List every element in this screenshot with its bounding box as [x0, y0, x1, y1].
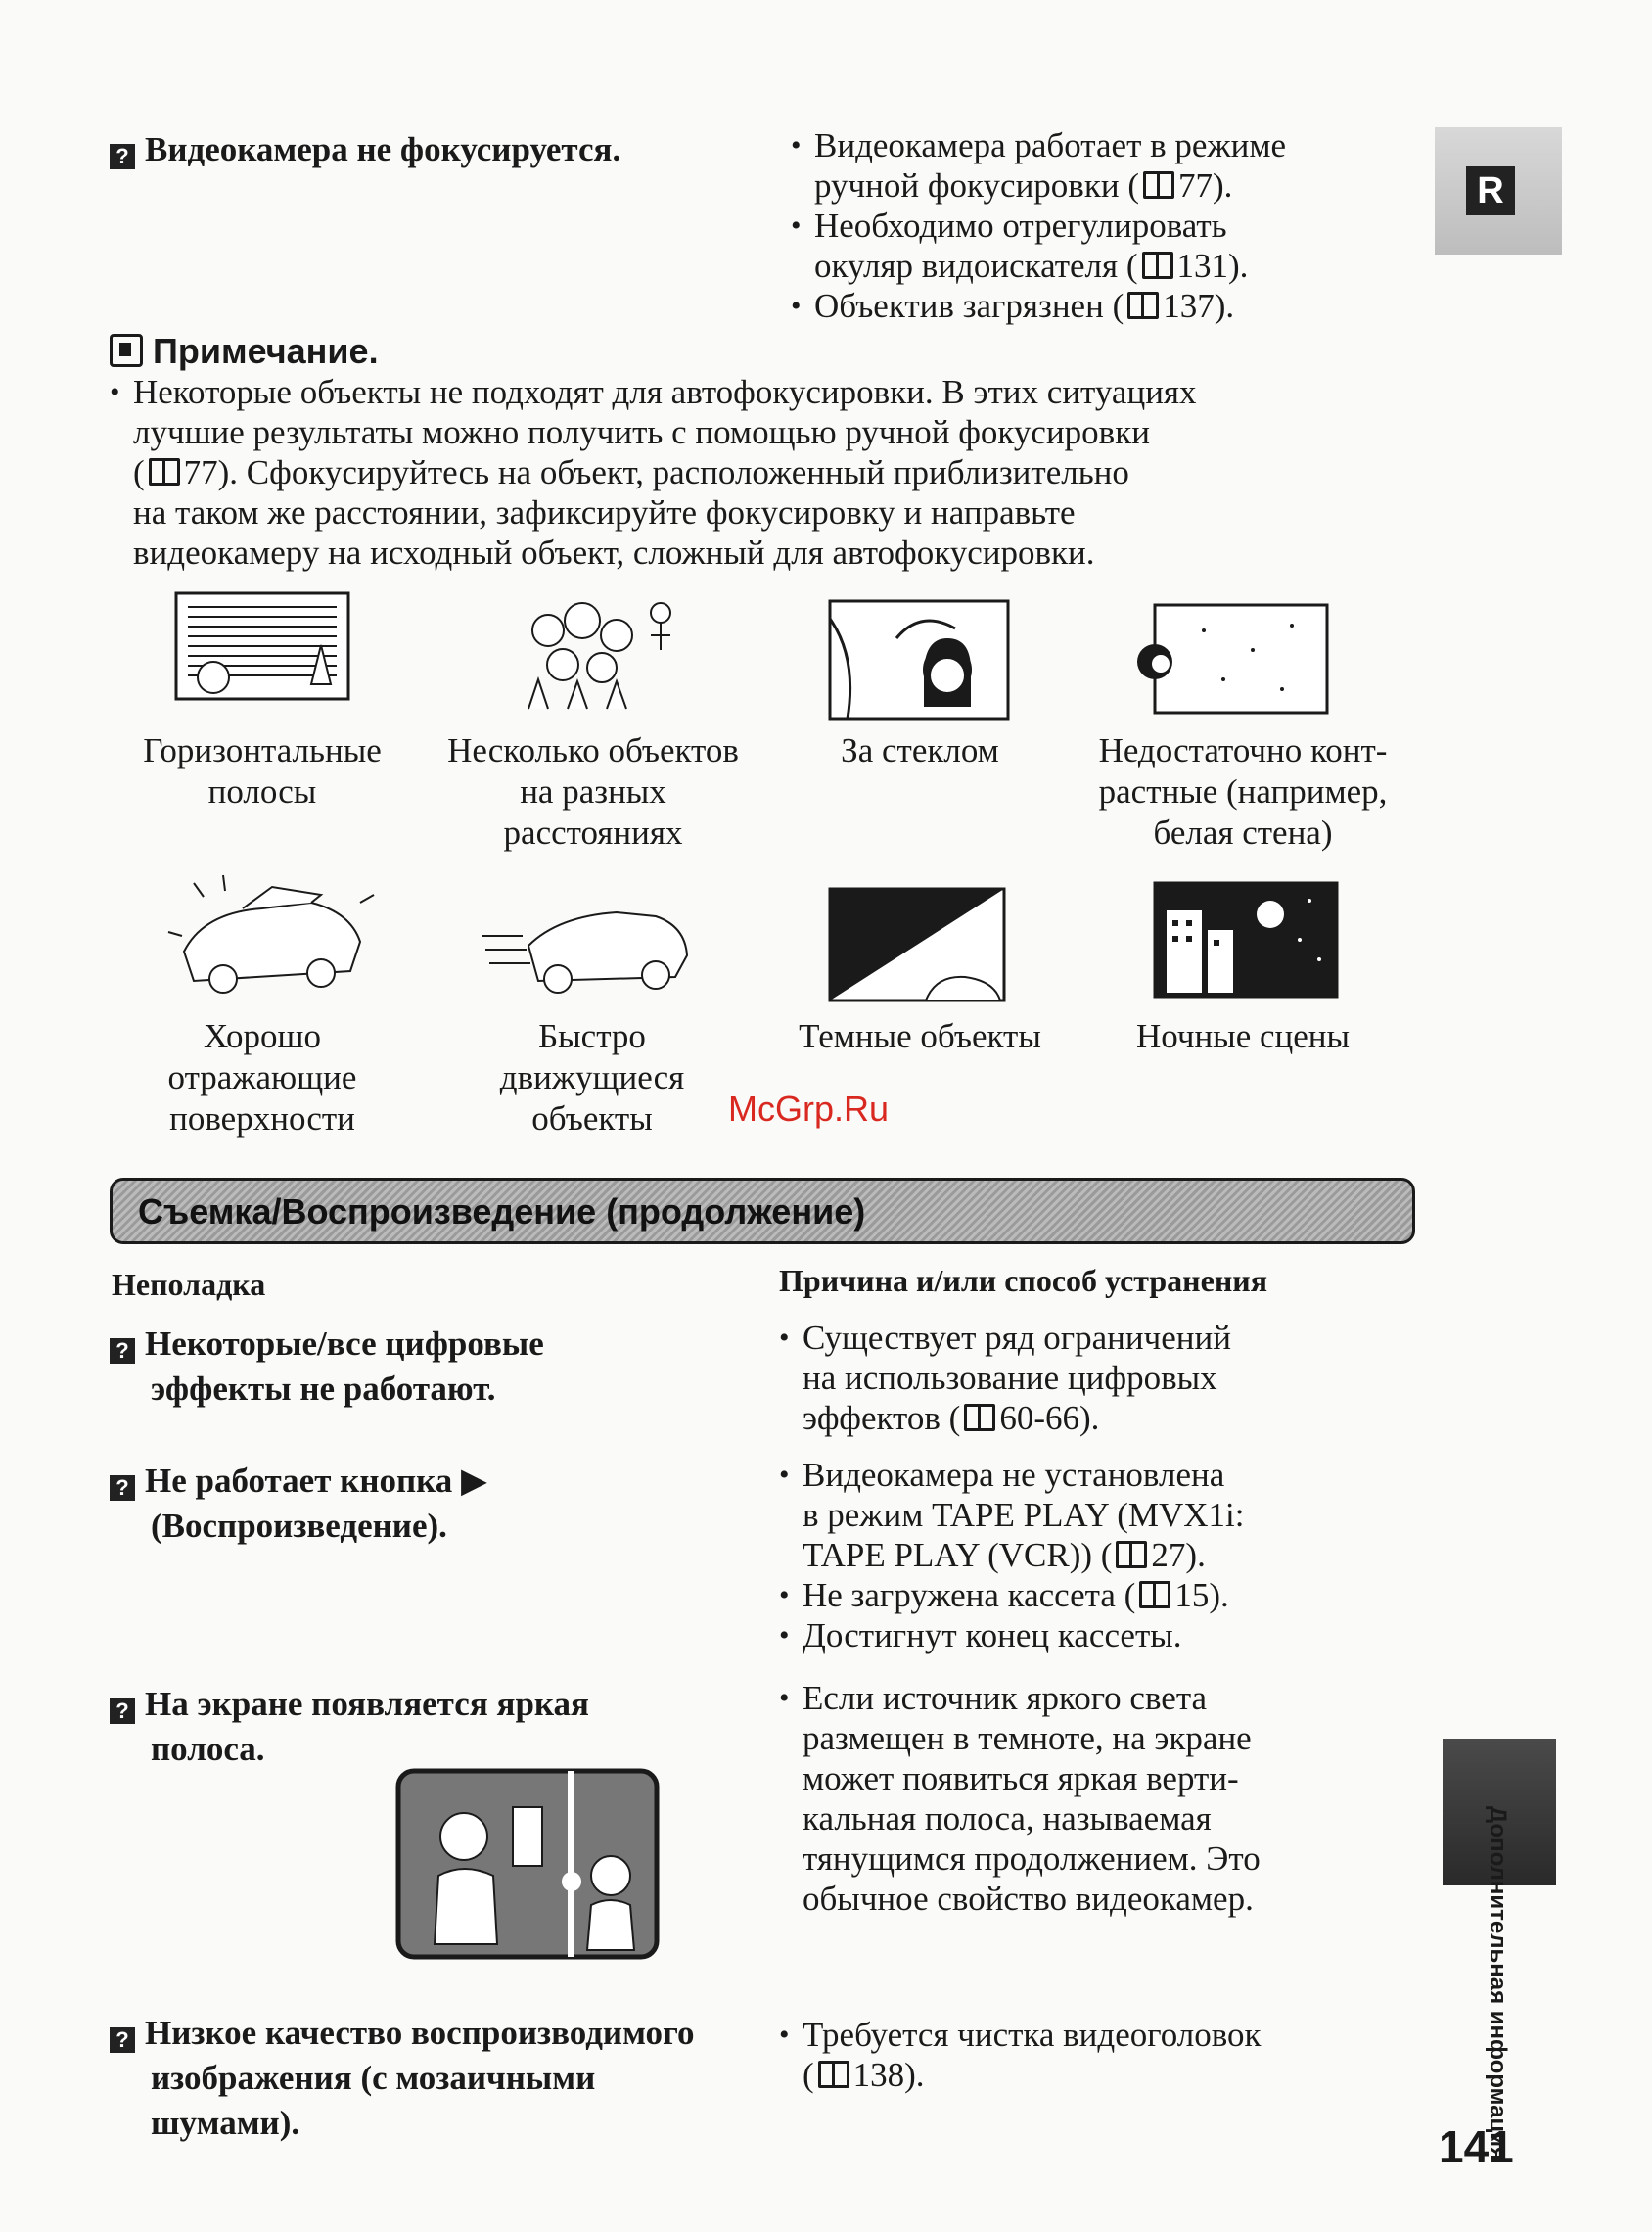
question-icon: ? [110, 1698, 135, 1724]
caption-night-scenes: Ночные сцены [1135, 1017, 1351, 1055]
illustration-multiple-objects [509, 591, 685, 714]
illustration-dark-objects [828, 887, 1006, 1004]
watermark: McGrp.Ru [728, 1089, 890, 1129]
list-item: • Видеокамера не установлена в режим TAPE PLAY (MVX1i: TAPE PLAY (VCR)) ( 27). [779, 1455, 1386, 1575]
note-icon [110, 334, 143, 367]
illustration-reflective-surface [164, 873, 380, 1000]
chapter-letter: R [1466, 166, 1515, 215]
problem-low-quality: ? Низкое качество воспроизводимого изображения (с мозаичными шумами). [110, 2011, 695, 2146]
book-icon [1139, 1581, 1170, 1608]
book-icon [818, 2061, 849, 2088]
column-header-problem: Неполадка [112, 1267, 266, 1302]
caption-fast-moving: Быстро движущиеся объекты [499, 1017, 685, 1138]
column-header-cause: Причина и/или способ устранения [779, 1263, 1267, 1298]
illustration-behind-glass [828, 599, 1010, 721]
question-icon: ? [110, 144, 135, 169]
illustration-night-scene [1153, 881, 1339, 999]
list-item: • Требуется чистка видеоголовок ( 138). [779, 2015, 1386, 2095]
problem-play-button: ? Не работает кнопка ▶ (Воспроизведение). [110, 1459, 487, 1549]
book-icon [1143, 171, 1174, 199]
list-item: • Существует ряд ограничений на использование цифровых эффектов ( 60-66). [779, 1318, 1386, 1438]
list-item: • Объектив загрязнен ( 137). [791, 286, 1378, 326]
note-body: • Некоторые объекты не подходят для автофокусировки. В этих ситуациях лучшие результаты можно получить с помощью ручной фокусировки ( 77). Сфокусируйтесь на объект, расположенный приблизительно на таком же расстоянии, зафиксируйте фокусировку и направьте видеокамеру на исходный объект, сложный для автофокусировки. [110, 372, 1421, 573]
problem-digital-effects: ? Некоторые/все цифровые эффекты не работают. [110, 1322, 544, 1412]
list-item: • Если источник яркого света размещен в темноте, на экране может появиться яркая верти- кальная полоса, называемая тянущимся продолжением. Это обычное свойство видеокамер. [779, 1678, 1386, 1919]
book-icon [1127, 292, 1159, 319]
list-item: • Достигнут конец кассеты. [779, 1615, 1386, 1655]
illustration-horizontal-stripes [174, 591, 350, 701]
book-icon [149, 458, 180, 486]
list-item: • Не загружена кассета ( 15). [779, 1575, 1386, 1615]
question-icon: ? [110, 2027, 135, 2053]
causes-digital-effects [779, 1318, 1386, 1438]
top-causes-list [791, 125, 1378, 326]
caption-dark-objects: Темные объекты [799, 1017, 1041, 1055]
section-tab-label: Дополнительная информация [1485, 1806, 1511, 2161]
illustration-smear-screen [395, 1768, 660, 1960]
caption-low-contrast: Недостаточно конт- растные (например, белая стена) [1098, 731, 1388, 852]
question-icon: ? [110, 1475, 135, 1501]
caption-reflective: Хорошо отражающие поверхности [167, 1017, 357, 1138]
book-icon [1142, 252, 1173, 279]
chapter-tab [1435, 127, 1562, 255]
caption-horizontal-stripes: Горизонтальные полосы [143, 731, 382, 811]
illustration-fast-moving [480, 887, 695, 997]
caption-behind-glass: За стеклом [841, 731, 999, 769]
caption-multiple-objects: Несколько объектов на разных расстояниях [447, 731, 739, 852]
problem-bright-stripe: ? На экране появляется яркая полоса. [110, 1682, 589, 1772]
page-number: 141 [1439, 2121, 1514, 2172]
illustration-low-contrast-wall [1125, 601, 1331, 717]
causes-play-button [779, 1455, 1386, 1655]
note-heading: Примечание. [110, 331, 379, 372]
book-icon [964, 1404, 995, 1431]
causes-bright-stripe [779, 1678, 1386, 1919]
problem-not-focusing: ? Видеокамера не фокусируется. [110, 127, 620, 172]
list-item: • Видеокамера работает в режиме ручной фокусировки ( 77). [791, 125, 1378, 206]
section-title: Съемка/Воспроизведение (продолжение) [138, 1191, 866, 1232]
book-icon [1116, 1541, 1147, 1568]
causes-low-quality [779, 2015, 1386, 2095]
section-header [110, 1178, 1415, 1244]
question-icon: ? [110, 1338, 135, 1364]
list-item: • Необходимо отрегулировать окуляр видоискателя ( 131). [791, 206, 1378, 286]
